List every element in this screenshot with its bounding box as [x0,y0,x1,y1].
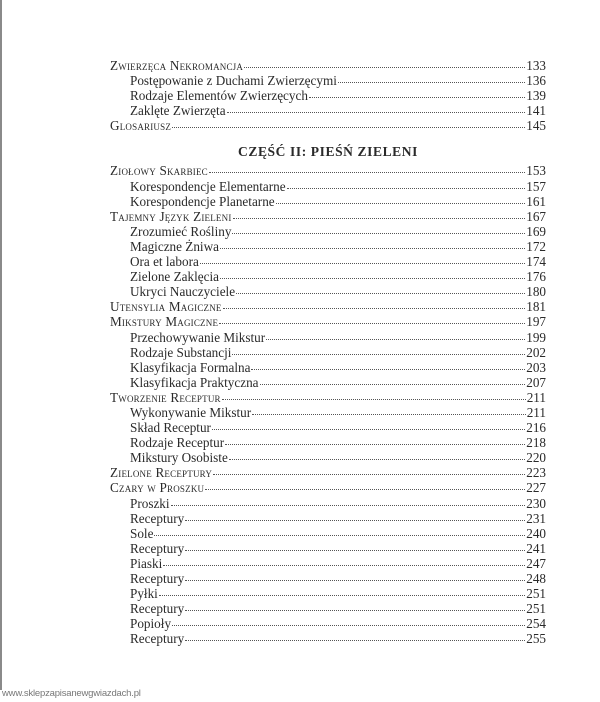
toc-entry-title: Ukryci Nauczyciele [130,284,236,300]
toc-page-number: 167 [526,208,546,224]
toc-page-number: 231 [526,510,546,526]
toc-chapter-entry[interactable] [110,480,546,495]
dot-leader [220,247,525,249]
toc-subentry[interactable] [110,405,546,420]
toc-page-number: 247 [526,555,546,571]
toc-page-number: 220 [526,450,546,466]
toc-page-number: 230 [526,495,546,511]
toc-page-number: 153 [526,163,546,179]
toc-entry-title: Receptury [130,631,185,647]
toc-subentry[interactable] [110,420,546,435]
toc-page-number: 161 [526,193,546,209]
toc-page-number: 174 [526,254,546,270]
toc-entry-title: Receptury [130,571,185,586]
dot-leader [227,111,526,113]
toc-subentry[interactable] [110,330,546,345]
dot-leader [220,277,525,279]
toc-page-number: 197 [526,314,546,330]
watermark-url: www.sklepzapisanewgwiazdach.pl [2,688,141,699]
dot-leader [225,443,525,445]
toc-page-number: 211 [526,404,546,420]
dot-leader [154,534,525,536]
toc-page-number: 172 [526,238,546,254]
page-edge-rule [0,0,2,690]
toc-entry-title: Zrozumieć Rośliny [130,223,232,239]
toc-entry-title: Proszki [130,495,170,511]
toc-entry-title: Tajemny Język Zieleni [110,208,232,224]
toc-page-number: 136 [526,73,546,89]
toc-entry-title: Klasyfikacja Praktyczna [130,374,259,390]
toc-chapter-entry[interactable] [110,299,546,314]
dot-leader [244,66,525,68]
dot-leader [172,624,525,626]
dot-leader [232,232,525,234]
toc-entry-title: Glosariusz [110,118,172,134]
dot-leader [232,353,525,355]
toc-page-number: 133 [526,58,546,73]
toc-part2-section [110,163,546,646]
toc-subentry[interactable] [110,360,546,375]
dot-leader [185,609,525,611]
toc-subentry[interactable] [110,239,546,254]
dot-leader [233,217,526,219]
toc-subentry[interactable] [110,375,546,390]
toc-entry-title: Wykonywanie Mikstur [130,404,252,420]
toc-page-number: 241 [526,540,546,556]
toc-subentry[interactable] [110,496,546,511]
toc-page-number: 248 [526,571,546,586]
toc-entry-title: Zwierzęca Nekromancja [110,58,244,73]
toc-page-number: 227 [526,480,546,496]
table-of-contents [110,58,546,646]
toc-subentry[interactable] [110,435,546,450]
toc-subentry[interactable] [110,601,546,616]
dot-leader [236,292,525,294]
dot-leader [338,81,525,83]
toc-entry-title: Zielone Zaklęcia [130,269,219,285]
toc-chapter-entry[interactable] [110,58,546,73]
toc-entry-title: Rodzaje Elementów Zwierzęcych [130,88,308,104]
toc-subentry[interactable] [110,179,546,194]
toc-subentry[interactable] [110,556,546,571]
toc-page-number: 145 [526,118,546,134]
toc-page-number: 181 [526,299,546,315]
toc-page-number: 254 [526,616,546,632]
dot-leader [185,549,525,551]
toc-chapter-entry[interactable] [110,163,546,178]
toc-page-number: 141 [526,103,546,119]
toc-subentry[interactable] [110,571,546,586]
toc-entry-title: Pyłki [130,586,158,602]
toc-entry-title: Korespondencje Planetarne [130,193,275,209]
toc-entry-title: Sole [130,525,154,541]
dot-leader [266,338,525,340]
toc-entry-title: Tworzenie Receptur [110,389,221,405]
toc-entry-title: Piaski [130,555,163,571]
dot-leader [213,473,525,475]
toc-entry-title: Zielone Receptury [110,465,213,481]
toc-page-number: 255 [526,631,546,647]
toc-entry-title: Ora et labora [130,254,199,270]
dot-leader [171,504,526,506]
toc-subentry[interactable] [110,103,546,118]
toc-page-number: 180 [526,284,546,300]
toc-subentry[interactable] [110,73,546,88]
dot-leader [185,579,525,581]
toc-entry-title: Magiczne Żniwa [130,238,219,254]
toc-subentry[interactable] [110,541,546,556]
dot-leader [159,594,525,596]
dot-leader [163,564,525,566]
toc-entry-title: Mikstury Osobiste [130,450,228,466]
toc-entry-title: Skład Receptur [130,420,211,436]
toc-page-number: 202 [526,344,546,360]
toc-entry-title: Receptury [130,601,185,617]
toc-entry-title: Klasyfikacja Formalna [130,359,251,375]
toc-page-number: 157 [526,178,546,194]
toc-page-number: 139 [526,88,546,104]
toc-page-number: 216 [526,420,546,436]
toc-subentry[interactable] [110,450,546,465]
toc-subentry[interactable] [110,269,546,284]
dot-leader [276,202,526,204]
toc-page-number: 251 [526,586,546,602]
toc-entry-title: Postępowanie z Duchami Zwierzęcymi [130,73,337,89]
dot-leader [309,96,525,98]
toc-chapter-entry[interactable] [110,465,546,480]
toc-entry-title: Mikstury Magiczne [110,314,219,330]
toc-chapter-entry[interactable] [110,390,546,405]
toc-entry-title: Zaklęte Zwierzęta [130,103,226,119]
toc-entry-title: Receptury [130,510,185,526]
toc-page-number: 169 [526,223,546,239]
dot-leader [172,126,525,128]
toc-entry-title: Korespondencje Elementarne [130,178,286,194]
dot-leader [251,368,525,370]
toc-page-number: 251 [526,601,546,617]
toc-entry-title: Przechowywanie Mikstur [130,329,266,345]
dot-leader [200,262,525,264]
toc-subentry[interactable] [110,284,546,299]
toc-part1-section [110,58,546,133]
toc-entry-title: Ziołowy Skarbiec [110,163,208,179]
toc-entry-title: Rodzaje Substancji [130,344,232,360]
toc-page-number: 207 [526,374,546,390]
dot-leader [287,187,526,189]
toc-page-number: 218 [526,435,546,451]
toc-subentry[interactable] [110,616,546,631]
part-heading: CZĘŚĆ II: PIEŚŃ ZIELENI [238,144,418,160]
toc-subentry[interactable] [110,511,546,526]
toc-subentry[interactable] [110,194,546,209]
dot-leader [209,171,525,173]
dot-leader [212,428,525,430]
toc-entry-title: Popioły [130,616,172,632]
toc-page-number: 199 [526,329,546,345]
dot-leader [222,398,526,400]
toc-page-number: 223 [526,465,546,481]
toc-entry-title: Utensylia Magiczne [110,299,222,315]
toc-page-number: 203 [526,359,546,375]
toc-subentry[interactable] [110,526,546,541]
toc-page-number: 240 [526,525,546,541]
toc-page-number: 211 [526,389,546,405]
dot-leader [260,383,526,385]
dot-leader [219,322,525,324]
toc-subentry[interactable] [110,345,546,360]
dot-leader [223,307,526,309]
toc-chapter-entry[interactable] [110,118,546,133]
toc-chapter-entry[interactable] [110,314,546,329]
toc-subentry[interactable] [110,254,546,269]
dot-leader [185,639,525,641]
toc-entry-title: Rodzaje Receptur [130,435,225,451]
toc-entry-title: Czary w Proszku [110,480,205,496]
toc-subentry[interactable] [110,631,546,646]
toc-subentry[interactable] [110,224,546,239]
toc-chapter-entry[interactable] [110,209,546,224]
toc-subentry[interactable] [110,88,546,103]
dot-leader [252,413,526,415]
toc-subentry[interactable] [110,586,546,601]
toc-entry-title: Receptury [130,540,185,556]
dot-leader [229,458,525,460]
toc-page-number: 176 [526,269,546,285]
dot-leader [185,519,525,521]
dot-leader [205,488,525,490]
